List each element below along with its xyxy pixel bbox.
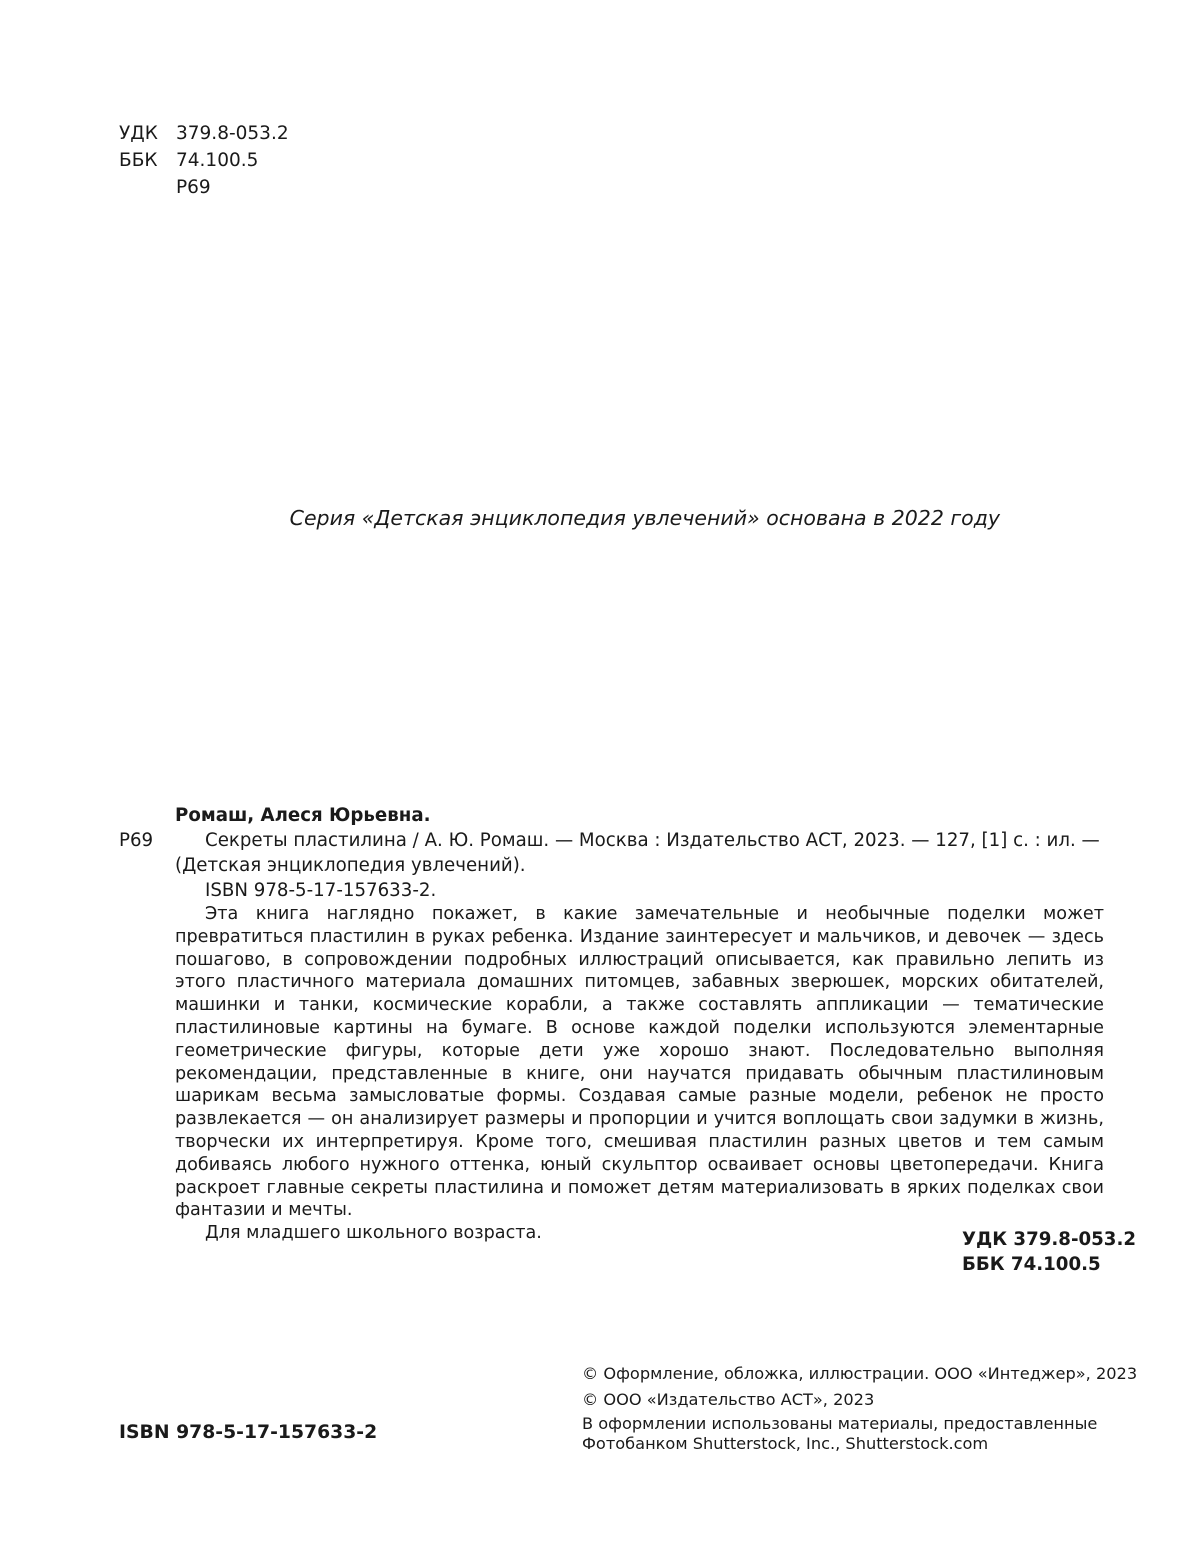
top-classification	[119, 120, 289, 201]
copyright-line-4: Фотобанком Shutterstock, Inc., Shutterstock.com	[582, 1434, 989, 1453]
isbn-footer: ISBN 978-5-17-157633-2	[119, 1422, 378, 1443]
author-sign-row	[119, 174, 289, 201]
author-sign: Р69	[176, 177, 211, 198]
udk-value: 379.8-053.2	[176, 123, 289, 144]
bottom-bbk: ББК 74.100.5	[962, 1254, 1101, 1275]
bottom-classification	[962, 1227, 1136, 1277]
copyright-line-1: © Оформление, обложка, иллюстрации. ООО «Интеджер», 2023	[582, 1364, 1138, 1383]
title-line: Секреты пластилина / А. Ю. Ромаш. — Москва : Издательство АСТ, 2023. — 127, [1] с. : ил. — (Детская энциклопедия увлечений).	[175, 830, 1100, 876]
bbk-row	[119, 147, 289, 174]
record-author-sign: Р69	[119, 830, 154, 851]
udk-row	[119, 120, 289, 147]
bbk-value: 74.100.5	[176, 150, 259, 171]
isbn-row	[119, 878, 1104, 903]
copyright-block	[582, 1362, 1137, 1454]
record-isbn: ISBN 978-5-17-157633-2.	[205, 880, 437, 901]
bottom-udk: УДК 379.8-053.2	[962, 1229, 1137, 1250]
bibliographic-record	[119, 803, 1104, 1245]
series-note: Серия «Детская энциклопедия увлечений» основана в 2022 году	[289, 506, 1000, 530]
author-heading: Ромаш, Алеся Юрьевна.	[175, 805, 431, 826]
audience-note: Для младшего школьного возраста.	[205, 1223, 542, 1244]
udk-label: УДК	[119, 123, 158, 144]
copyright-line-2: © ООО «Издательство АСТ», 2023	[582, 1390, 875, 1409]
title-row	[119, 828, 1104, 878]
copyright-line-3: В оформлении использованы материалы, предоставленные	[582, 1414, 1098, 1433]
annotation: Эта книга наглядно покажет, в какие замечательные и необычные поделки может превратиться пластилин в руках ребенка. Издание заинтересует и мальчиков, и девочек — здесь пошагово, в сопровождении подробных иллюстраций описывается, как правильно лепить из этого пластичного материала домашних питомцев, забавных зверюшек, морских обитателей, машинки и танки, космические корабли, а также составлять аппликации — тематические пластилиновые картины на бумаге. В основе каждой поделки используются элементарные геометрические фигуры, которые дети уже хорошо знают. Последовательно выполняя рекомендации, представленные в книге, они научатся придавать обычным пластилиновым шарикам весьма замысловатые формы. Создавая самые разные модели, ребенок не просто развлекается — он анализирует размеры и пропорции и учится воплощать свои задумки в жизнь, творчески их интерпретируя. Кроме того, смешивая пластилин разных цветов и тем самым добиваясь любого нужного оттенка, юный скульптор осваивает основы цветопередачи. Книга раскроет главные секреты пластилина и поможет детям материализовать в ярких поделках свои фантазии и мечты.	[175, 904, 1104, 1221]
bbk-label: ББК	[119, 150, 158, 171]
